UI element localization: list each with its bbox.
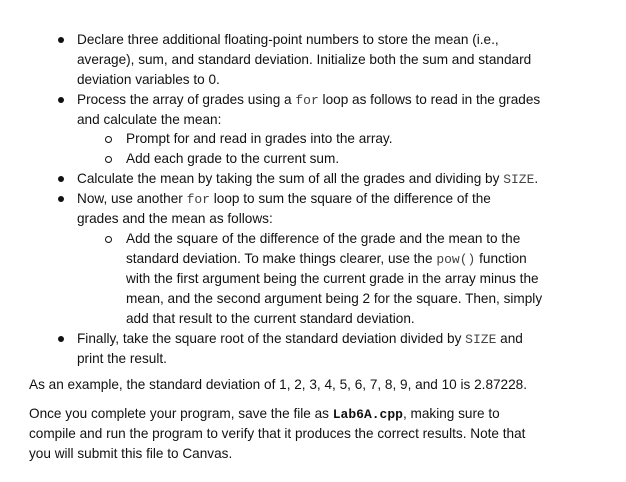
size-constant: SIZE bbox=[465, 332, 497, 347]
bullet-icon bbox=[58, 37, 64, 43]
bullet-1-line-2: average), sum, and standard deviation. Initialize both the sum and standard bbox=[77, 52, 532, 67]
bullet-2-line-2: and calculate the mean: bbox=[77, 112, 222, 127]
closing-text-a: Once you complete your program, save the file as bbox=[29, 406, 333, 421]
for-keyword: for bbox=[295, 93, 319, 108]
sub-bullet-4-text-a: standard deviation. To make things clearer, use the bbox=[126, 251, 437, 266]
bullet-5-line-2: print the result. bbox=[77, 351, 167, 366]
example-paragraph: As an example, the standard deviation of 1, 2, 3, 4, 5, 6, 7, 8, 9, and 10 is 2.87228. bbox=[29, 377, 528, 392]
sub-bullet-4-line-2 bbox=[126, 249, 527, 269]
sub-bullet-2-1: Prompt for and read in grades into the array. bbox=[126, 131, 393, 146]
size-constant: SIZE bbox=[503, 172, 535, 187]
sub-bullet-4-line-3: with the first argument being the current grade in the array minus the bbox=[126, 271, 539, 286]
sub-bullet-2-2: Add each grade to the current sum. bbox=[126, 151, 340, 166]
closing-line-2: compile and run the program to verify that it produces the correct results. Note that bbox=[29, 426, 526, 441]
sub-bullet-4-line-4: mean, and the second argument being 2 for the square. Then, simply bbox=[126, 291, 543, 306]
sub-bullet-icon bbox=[105, 236, 112, 243]
filename: Lab6A.cpp bbox=[332, 407, 403, 422]
bullet-icon bbox=[58, 336, 64, 342]
closing-line-3: you will submit this file to Canvas. bbox=[29, 446, 233, 461]
bullet-2-text-a: Process the array of grades using a bbox=[77, 92, 296, 107]
sub-bullet-4-text-b: function bbox=[475, 251, 527, 266]
sub-bullet-icon bbox=[105, 156, 112, 163]
bullet-5-line-1 bbox=[77, 329, 523, 349]
bullet-4-text-b: loop to sum the square of the difference of the bbox=[209, 191, 491, 206]
bullet-icon bbox=[58, 176, 64, 182]
closing-text-b: , making sure to bbox=[402, 406, 500, 421]
bullet-1-line-1: Declare three additional floating-point numbers to store the mean (i.e., bbox=[77, 32, 499, 47]
bullet-3-line-1 bbox=[77, 169, 538, 189]
bullet-4-line-2: grades and the mean as follows: bbox=[77, 211, 273, 226]
bullet-1-line-3: deviation variables to 0. bbox=[77, 72, 220, 87]
bullet-5-text-a: Finally, take the square root of the standard deviation divided by bbox=[77, 331, 466, 346]
for-keyword: for bbox=[186, 192, 210, 207]
bullet-5-text-b: and bbox=[496, 331, 523, 346]
bullet-2-line-1 bbox=[77, 90, 540, 110]
bullet-3-text-a: Calculate the mean by taking the sum of all the grades and dividing by bbox=[77, 171, 504, 186]
bullet-icon bbox=[58, 196, 64, 202]
sub-bullet-4-line-1: Add the square of the difference of the grade and the mean to the bbox=[126, 231, 521, 246]
bullet-2-text-b: loop as follows to read in the grades bbox=[318, 92, 541, 107]
bullet-icon bbox=[58, 97, 64, 103]
sub-bullet-4-line-5: add that result to the current standard deviation. bbox=[126, 311, 415, 326]
bullet-3-text-b: . bbox=[534, 171, 539, 186]
bullet-4-text-a: Now, use another bbox=[77, 191, 187, 206]
pow-function: pow() bbox=[436, 252, 476, 267]
sub-bullet-icon bbox=[105, 136, 112, 143]
closing-line-1 bbox=[29, 404, 500, 424]
bullet-4-line-1 bbox=[77, 189, 491, 209]
